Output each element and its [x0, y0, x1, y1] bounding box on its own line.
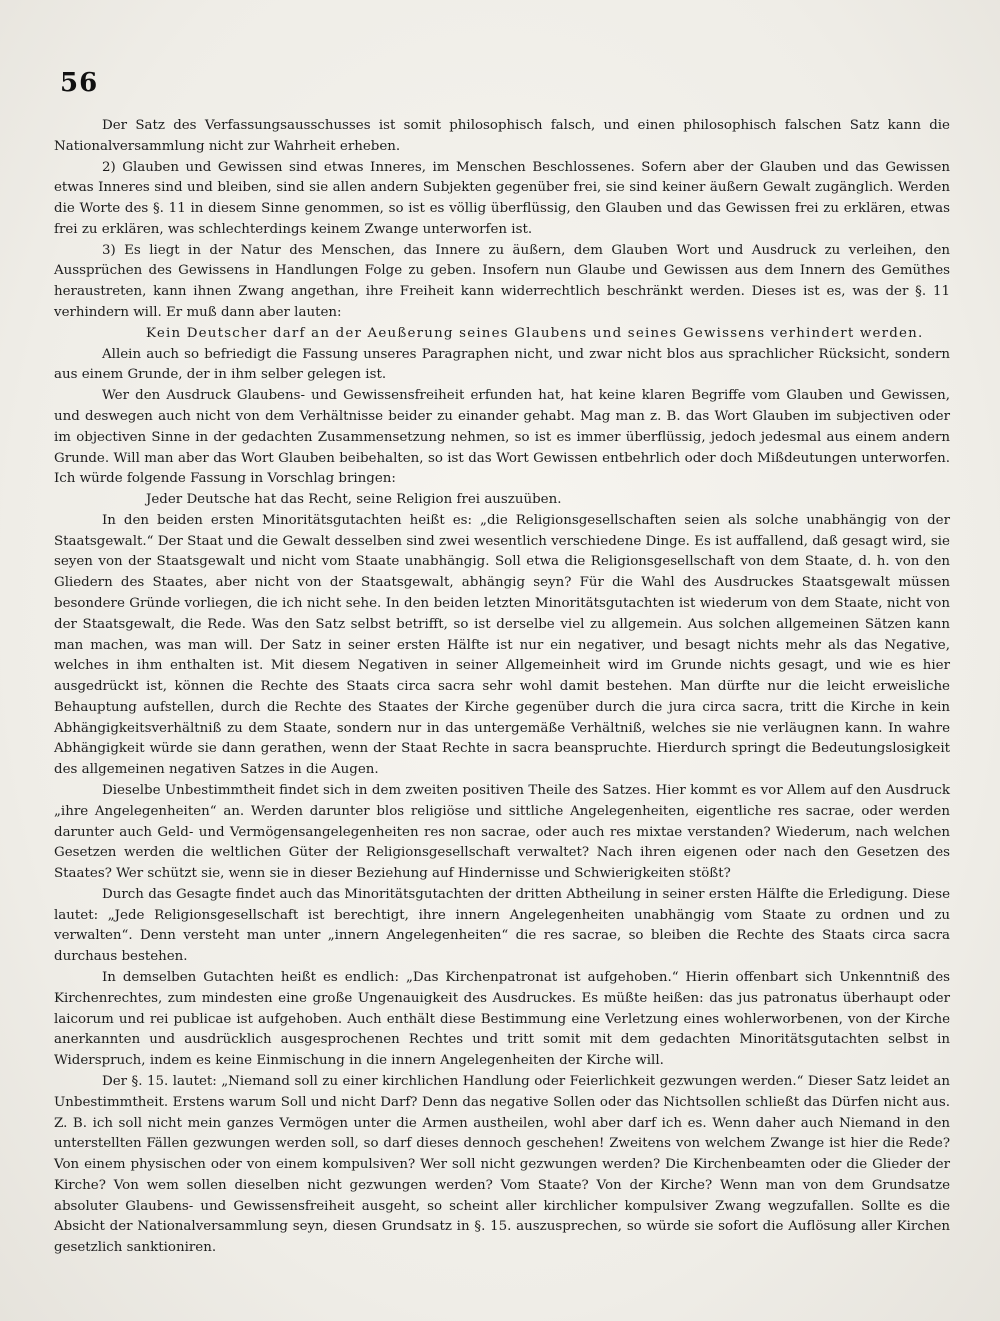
- paragraph-10: Der §. 15. lautet: „Niemand soll zu einer kirchlichen Handlung oder Feierlichkeit gezwungen werden.“ Dieser Satz leidet an Unbestimmtheit. Erstens warum Soll und nicht Darf? Denn das negative Sollen oder das Nichtsollen schließt das Dürfen nicht aus. Z. B. ich soll nicht mein ganzes Vermögen unter die Armen austheilen, wohl aber darf ich es. Wenn daher auch Niemand in den unterstellten Fällen gezwungen werden soll, so darf dieses dennoch geschehen! Zweitens von welchem Zwange ist hier die Rede? Von einem physischen oder von einem kompulsiven? Wer soll nicht gezwungen werden? Die Kirchenbeamten oder die Glieder der Kirche? Von wem sollen dieselben nicht gezwungen werden? Vom Staate? Von der Kirche? Wenn man von dem Grundsatze absoluter Glaubens- und Gewissensfreiheit ausgeht, so scheint aller kirchlicher kompulsiver Zwang wegzufallen. Sollte es die Absicht der Nationalversammlung seyn, diesen Grundsatz in §. 15. auszusprechen, so würde sie sofort die Auflösung aller Kirchen gesetzlich sanktioniren.: [54, 1073, 950, 1256]
- paragraph-8: Durch das Gesagte findet auch das Minoritätsgutachten der dritten Abtheilung in seiner ersten Hälfte die Erledigung. Diese lautet: „Jede Religionsgesellschaft ist berechtigt, ihre innern Angelegenheiten unabhängig vom Staate zu ordnen und zu verwalten“. Denn versteht man unter „innern Angelegenheiten“ die res sacrae, so bleiben die Rechte des Staats circa sacra durchaus bestehen.: [54, 886, 950, 965]
- quoted-article-text: Kein Deutscher darf an der Aeußerung seines Glaubens und seines Gewissens verhindert werden.: [146, 325, 924, 341]
- paragraph-7: Dieselbe Unbestimmtheit findet sich in dem zweiten positiven Theile des Satzes. Hier kommt es vor Allem auf den Ausdruck „ihre Angelegenheiten“ an. Werden darunter blos religiöse und sittliche Angelegenheiten, eigentliche res sacrae, oder werden darunter auch Geld- und Vermögensangelegenheiten res non sacrae, oder auch res mixtae verstanden? Wiederum, nach welchen Gesetzen werden die weltlichen Güter der Religionsgesellschaft verwaltet? Nach ihren eigenen oder nach den Gesetzen des Staates? Wer schützt sie, wenn sie in dieser Beziehung auf Hindernisse und Schwierigkeiten stößt?: [54, 783, 950, 882]
- paragraph-5: Wer den Ausdruck Glaubens- und Gewissensfreiheit erfunden hat, hat keine klaren Begriffe vom Glauben und Gewissen, und deswegen auch nicht von dem Verhältnisse beider zu einander gehabt. Mag man z. B. das Wort Glauben im subjectiven oder im objectiven Sinne in der gedachten Zusammensetzung nehmen, so ist es immer überflüssig, jedoch jedesmal aus einem andern Grunde. Will man aber das Wort Glauben beibehalten, so ist das Wort Gewissen entbehrlich oder doch Mißdeutungen unterworfen. Ich würde folgende Fassung in Vorschlag bringen:: [54, 388, 950, 487]
- page-number: 56: [60, 68, 99, 98]
- paragraph-3: 3) Es liegt in der Natur des Menschen, das Innere zu äußern, dem Glauben Wort und Ausdruck zu verleihen, den Aussprüchen des Gewissens in Handlungen Folge zu geben. Insofern nun Glaube und Gewissen aus dem Innern des Gemüthes heraustreten, kann ihnen Zwang angethan, ihre Freiheit kann widerrechtlich beschränkt werden. Dieses ist es, was der §. 11 verhindern will. Er muß dann aber lauten:: [54, 242, 950, 321]
- proposed-wording: Jeder Deutsche hat das Recht, seine Religion frei auszuüben.: [146, 492, 562, 508]
- body-text: [54, 116, 950, 1259]
- paragraph-9: In demselben Gutachten heißt es endlich: „Das Kirchenpatronat ist aufgehoben.“ Hierin offenbart sich Unkenntniß des Kirchenrechtes, zum mindesten eine große Ungenauigkeit des Ausdruckes. Es müßte heißen: das jus patronatus überhaupt oder laicorum und rei publicae ist aufgehoben. Auch enthält diese Bestimmung eine Verletzung eines wohlerworbenen, von der Kirche anerkannten und ausdrücklich ausgesprochenen Rechtes und tritt somit mit dem gedachten Minoritätsgutachten selbst in Widerspruch, indem es keine Einmischung in die innern Angelegenheiten der Kirche will.: [54, 970, 950, 1069]
- paragraph-4: Allein auch so befriedigt die Fassung unseres Paragraphen nicht, und zwar nicht blos aus sprachlicher Rücksicht, sondern aus einem Grunde, der in ihm selber gelegen ist.: [54, 346, 950, 383]
- paragraph-6: In den beiden ersten Minoritätsgutachten heißt es: „die Religionsgesellschaften seien als solche unabhängig von der Staatsgewalt.“ Der Staat und die Gewalt desselben sind zwei wesentlich verschiedene Dinge. Es ist auffallend, daß gesagt wird, sie seyen von der Staatsgewalt und nicht vom Staate unabhängig. Soll etwa die Religionsgesellschaft von dem Staate, d. h. von den Gliedern des Staates, aber nicht von der Staatsgewalt, abhängig seyn? Für die Wahl des Ausdruckes Staatsgewalt müssen besondere Gründe vorliegen, die ich nicht sehe. In den beiden letzten Minoritätsgutachten ist wiederum von dem Staate, nicht von der Staatsgewalt, die Rede. Was den Satz selbst betrifft, so ist derselbe viel zu allgemein. Aus solchen allgemeinen Sätzen kann man machen, was man will. Der Satz in seiner ersten Hälfte ist nur ein negativer, und besagt nichts mehr als das Negative, welches in ihm enthalten ist. Mit diesem Negativen in seiner Allgemeinheit wird im Grunde nichts gesagt, und wie es hier ausgedrückt ist, können die Rechte des Staats circa sacra sehr wohl damit bestehen. Man dürfte nur die leicht erweisliche Behauptung aufstellen, durch die Rechte des Staates der Kirche gegenüber durch die jura circa sacra, tritt die Kirche in kein Abhängigkeitsverhältniß zu dem Staate, sondern nur in das untergemäße Verhältniß, welches sie nie verläugnen kann. In wahre Abhängigkeit würde sie dann gerathen, wenn der Staat Rechte in sacra beanspruchte. Hierdurch springt die Bedeutungslosigkeit des allgemeinen negativen Satzes in die Augen.: [54, 512, 950, 778]
- paragraph-1: Der Satz des Verfassungsausschusses ist somit philosophisch falsch, und einen philosophisch falschen Satz kann die Nationalversammlung nicht zur Wahrheit erheben.: [54, 118, 950, 154]
- paragraph-2: 2) Glauben und Gewissen sind etwas Inneres, im Menschen Beschlossenes. Sofern aber der Glauben und das Gewissen etwas Inneres sind und bleiben, sind sie allen andern Subjekten gegenüber frei, sie sind keiner äußern Gewalt zugänglich. Werden die Worte des §. 11 in diesem Sinne genommen, so ist es völlig überflüssig, den Glauben und das Gewissen frei zu erklären, etwas frei zu erklären, was schlechterdings keinem Zwange unterworfen ist.: [54, 159, 950, 237]
